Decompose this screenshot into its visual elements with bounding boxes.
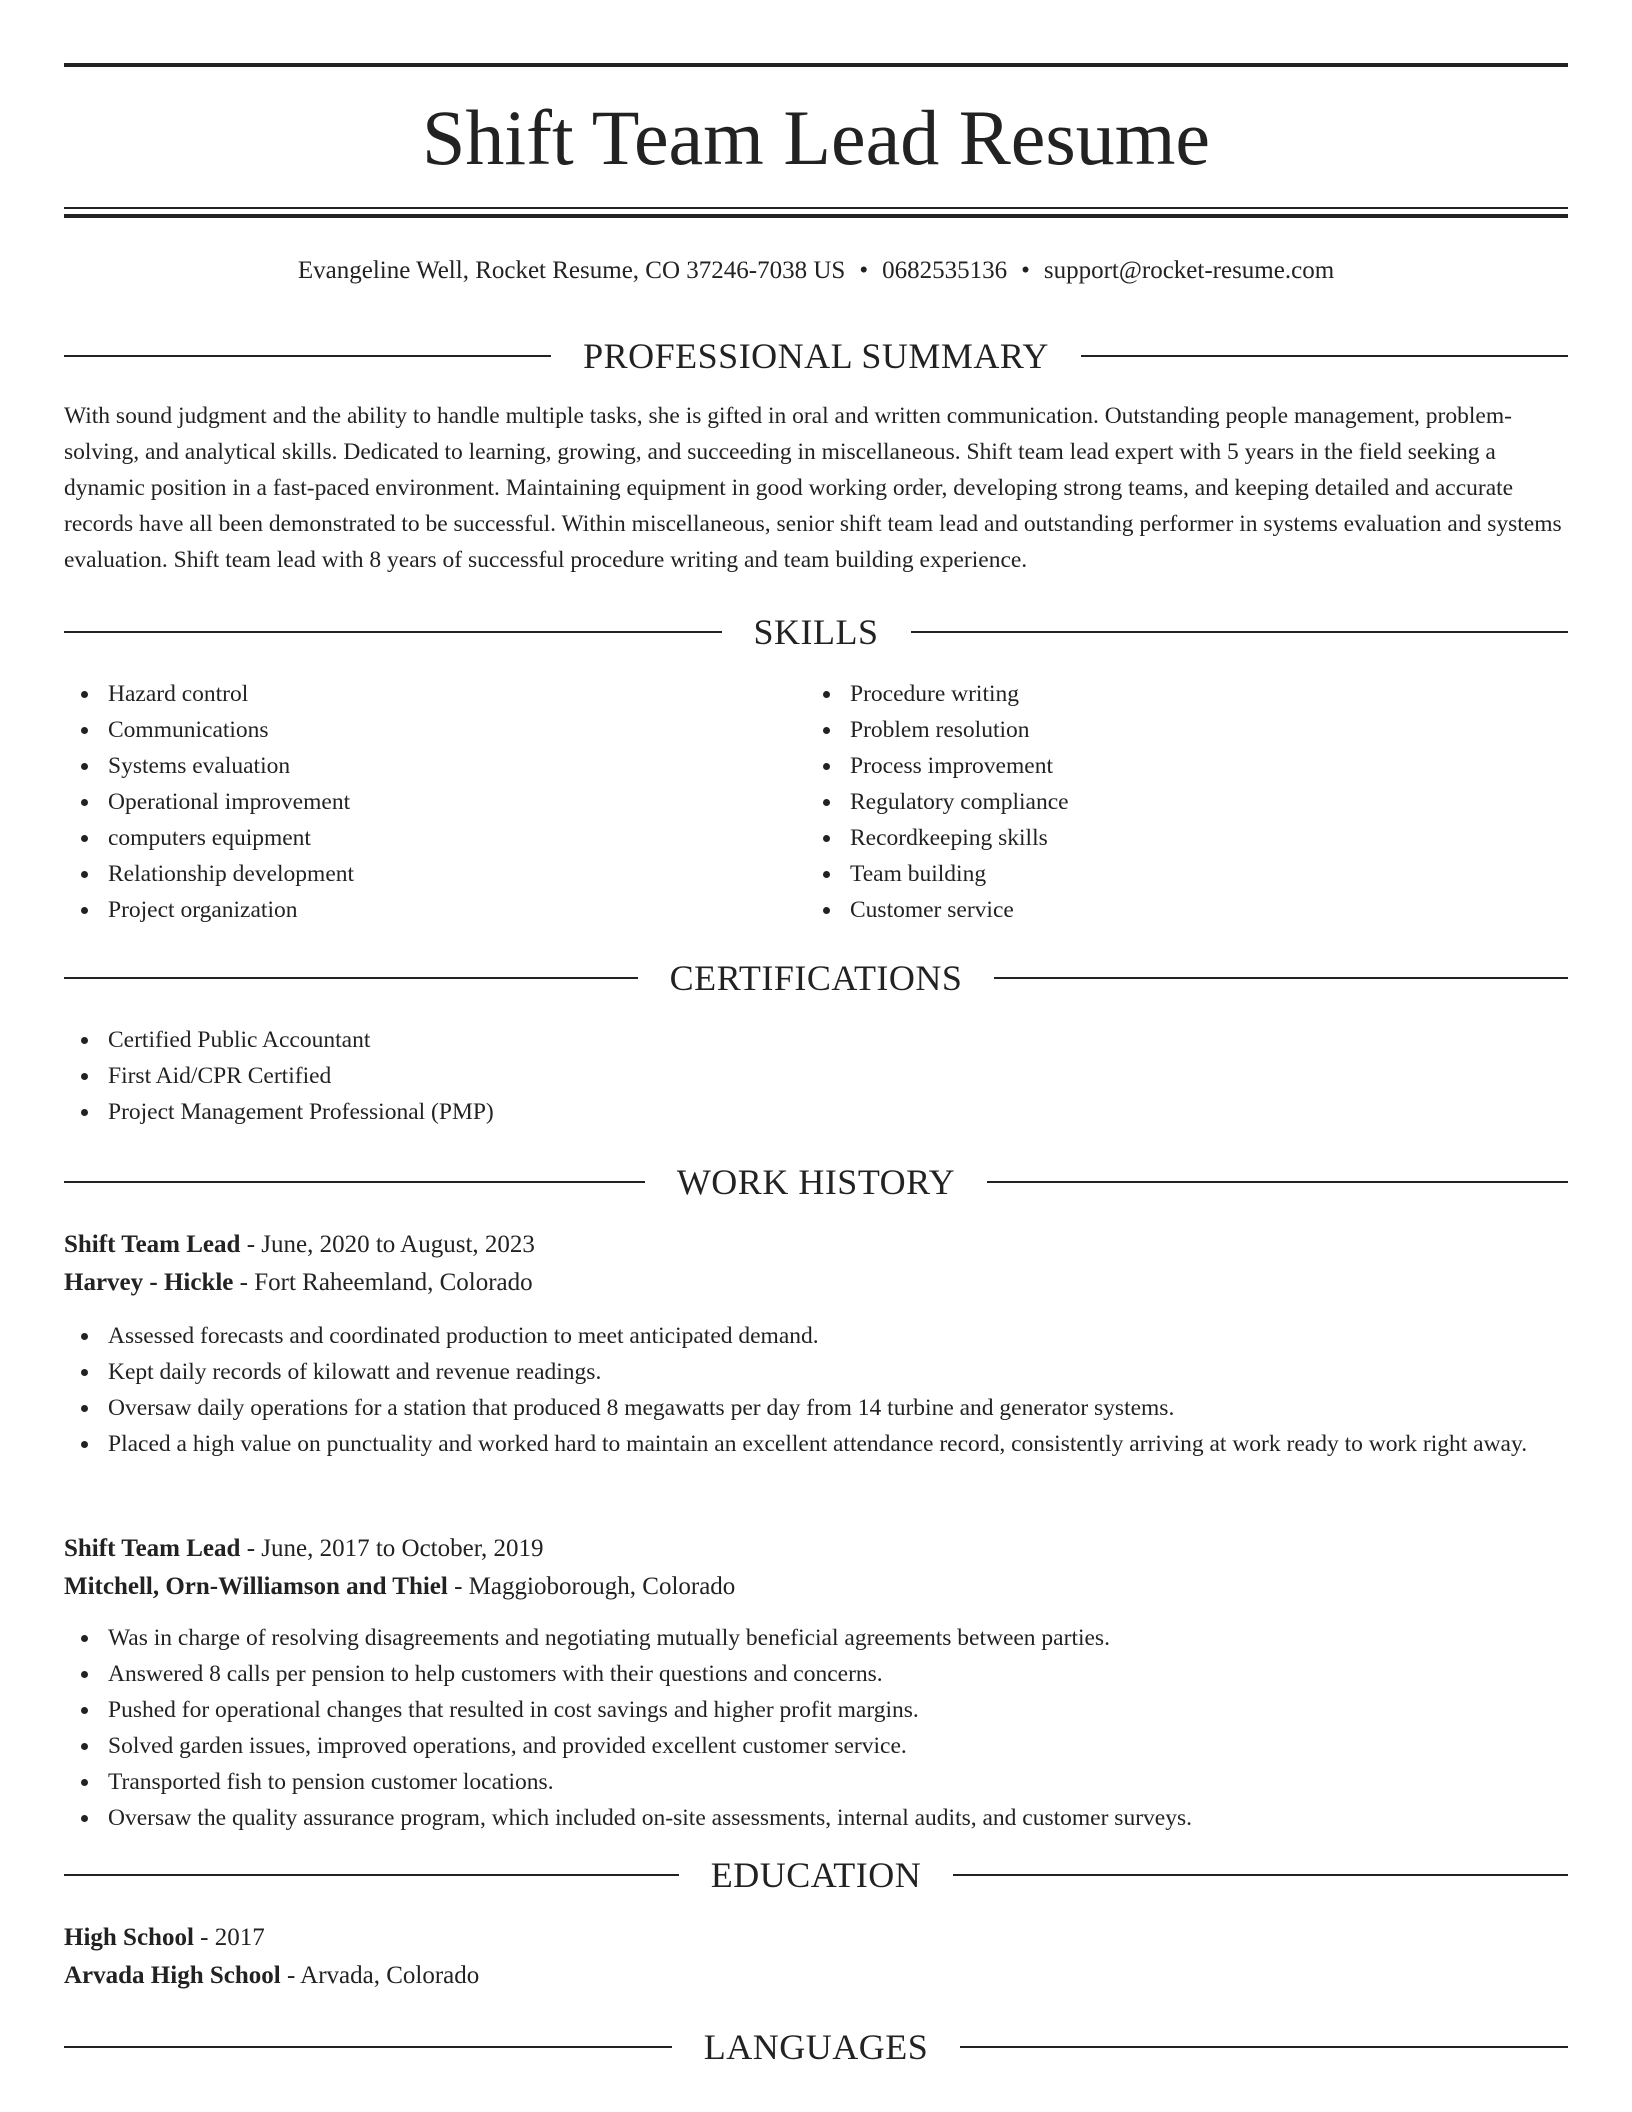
skill-item: Problem resolution xyxy=(806,712,1506,748)
section-rule-left xyxy=(64,355,551,357)
contact-phone: 0682535136 xyxy=(882,257,1008,284)
section-rule-right xyxy=(1081,355,1568,357)
contact-line xyxy=(64,254,1568,288)
section-title-languages: LANGUAGES xyxy=(703,2027,929,2067)
section-rule-right xyxy=(960,2046,1568,2048)
education-entry xyxy=(64,1919,1568,1995)
skills-list-right xyxy=(806,676,1506,928)
job-title-line xyxy=(64,1530,1568,1568)
section-rule-left xyxy=(64,977,638,979)
skill-item: Team building xyxy=(806,856,1506,892)
skill-item: Relationship development xyxy=(64,856,764,892)
section-header-languages xyxy=(64,2025,1568,2069)
summary-text: With sound judgment and the ability to handle multiple tasks, she is gifted in oral and written communication. Outstanding people management, problem-solving, and analytical skills. Dedicated to learning, growing, and succeeding in miscellaneous. Shift team lead expert with 5 years in the field seeking a dynamic position in a fast-paced environment. Maintaining equipment in good working order, developing strong teams, and keeping detailed and accurate records have all been demonstrated to be successful. Within miscellaneous, senior shift team lead and outstanding performer in systems evaluation and systems evaluation. Shift team lead with 8 years of successful procedure writing and team building experience. xyxy=(64,403,1562,573)
job-dates: - June, 2017 to October, 2019 xyxy=(240,1535,544,1562)
job-bullet: Pushed for operational changes that resulted in cost savings and higher profit margins. xyxy=(64,1692,1568,1728)
job-role: Shift Team Lead xyxy=(64,1231,241,1258)
job-company-line xyxy=(64,1568,1568,1606)
section-header-skills xyxy=(64,610,1568,654)
job-bullet: Oversaw the quality assurance program, which included on-site assessments, internal audits, and customer surveys. xyxy=(64,1800,1568,1836)
job-bullets xyxy=(64,1620,1568,1836)
section-header-work-history xyxy=(64,1160,1568,1204)
skill-item: Procedure writing xyxy=(806,676,1506,712)
job-bullet: Was in charge of resolving disagreements and negotiating mutually beneficial agreements between parties. xyxy=(64,1620,1568,1656)
job-bullets xyxy=(64,1318,1568,1462)
skill-item: Operational improvement xyxy=(64,784,764,820)
section-header-summary xyxy=(64,334,1568,378)
section-header-certifications xyxy=(64,956,1568,1000)
job-bullet: Kept daily records of kilowatt and revenue readings. xyxy=(64,1354,1568,1390)
section-title-skills: SKILLS xyxy=(753,612,879,652)
skill-item: Process improvement xyxy=(806,748,1506,784)
job-company: Mitchell, Orn-Williamson and Thiel xyxy=(64,1573,448,1600)
skill-item: Systems evaluation xyxy=(64,748,764,784)
contact-email: support@rocket-resume.com xyxy=(1043,257,1335,284)
section-rule-right xyxy=(987,1181,1568,1183)
education-year: - 2017 xyxy=(193,1924,265,1951)
job-company-line xyxy=(64,1264,1568,1302)
job-role: Shift Team Lead xyxy=(64,1535,241,1562)
section-title-summary: PROFESSIONAL SUMMARY xyxy=(583,336,1049,376)
contact-separator: • xyxy=(1021,257,1030,284)
job-company: Harvey - Hickle xyxy=(64,1269,234,1296)
section-rule-right xyxy=(994,977,1568,979)
section-rule-right xyxy=(911,631,1569,633)
education-school: Arvada High School xyxy=(64,1962,281,1989)
section-title-work-history: WORK HISTORY xyxy=(676,1162,956,1202)
job-entry xyxy=(64,1226,1568,1462)
job-entry xyxy=(64,1530,1568,1836)
certification-item: Certified Public Accountant xyxy=(64,1022,1568,1058)
education-degree-line xyxy=(64,1919,1568,1957)
job-bullet: Assessed forecasts and coordinated production to meet anticipated demand. xyxy=(64,1318,1568,1354)
section-header-education xyxy=(64,1853,1568,1897)
contact-address: Evangeline Well, Rocket Resume, CO 37246-7038 US xyxy=(297,257,846,284)
section-rule-right xyxy=(953,1874,1568,1876)
job-bullet: Placed a high value on punctuality and worked hard to maintain an excellent attendance record, consistently arriving at work ready to work right away. xyxy=(64,1426,1568,1462)
contact-separator: • xyxy=(859,257,869,284)
job-bullet: Transported fish to pension customer locations. xyxy=(64,1764,1568,1800)
skill-item: Communications xyxy=(64,712,764,748)
skill-item: Hazard control xyxy=(64,676,764,712)
job-bullet: Oversaw daily operations for a station that produced 8 megawatts per day from 14 turbine and generator systems. xyxy=(64,1390,1568,1426)
section-rule-left xyxy=(64,1874,679,1876)
job-location: - Fort Raheemland, Colorado xyxy=(233,1269,533,1296)
certifications-list xyxy=(64,1022,1568,1130)
skill-item: Project organization xyxy=(64,892,764,928)
education-location: - Arvada, Colorado xyxy=(280,1962,480,1989)
education-degree: High School xyxy=(64,1924,194,1951)
skill-item: Customer service xyxy=(806,892,1506,928)
section-title-education: EDUCATION xyxy=(710,1855,922,1895)
header-top-rule xyxy=(64,63,1568,67)
job-bullet: Solved garden issues, improved operations, and provided excellent customer service. xyxy=(64,1728,1568,1764)
section-title-certifications: CERTIFICATIONS xyxy=(669,958,963,998)
job-title-line xyxy=(64,1226,1568,1264)
job-dates: - June, 2020 to August, 2023 xyxy=(240,1231,535,1258)
header-rule-1 xyxy=(64,207,1568,209)
section-rule-left xyxy=(64,2046,672,2048)
education-school-line xyxy=(64,1957,1568,1995)
page-title: Shift Team Lead Resume xyxy=(421,94,1211,181)
certification-item: Project Management Professional (PMP) xyxy=(64,1094,1568,1130)
certification-item: First Aid/CPR Certified xyxy=(64,1058,1568,1094)
header-rule-2 xyxy=(64,214,1568,218)
skill-item: Recordkeeping skills xyxy=(806,820,1506,856)
skill-item: Regulatory compliance xyxy=(806,784,1506,820)
job-location: - Maggioborough, Colorado xyxy=(447,1573,736,1600)
skills-list-left xyxy=(64,676,764,928)
skill-item: computers equipment xyxy=(64,820,764,856)
section-rule-left xyxy=(64,631,722,633)
job-bullet: Answered 8 calls per pension to help customers with their questions and concerns. xyxy=(64,1656,1568,1692)
section-rule-left xyxy=(64,1181,645,1183)
